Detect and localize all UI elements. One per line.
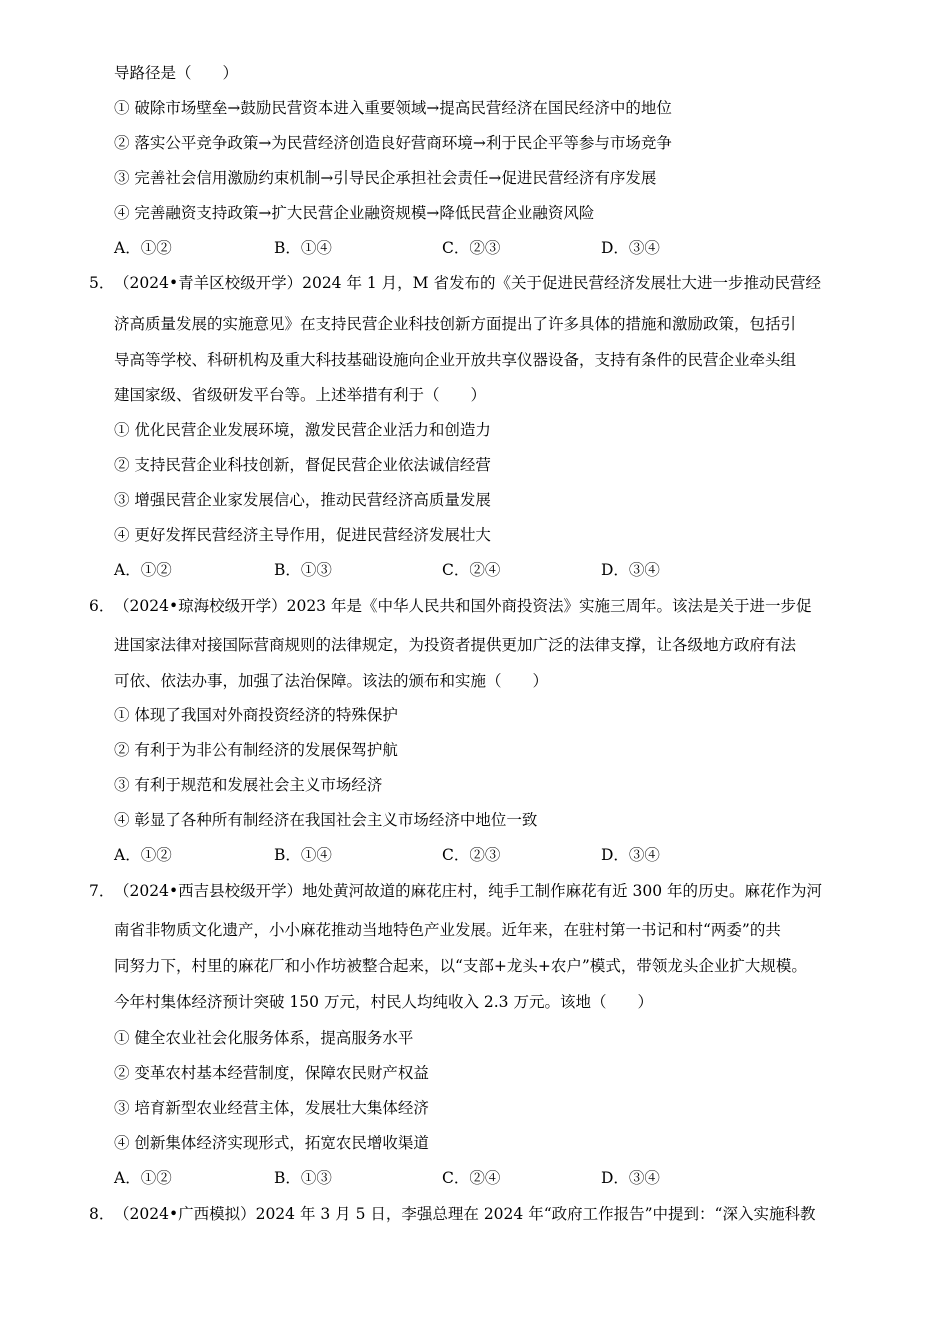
q8-stem-line-1: （2024•广西模拟）2024 年 3 月 5 日，李强总理在 2024 年“政府工作报告”中提到：“深入实施科教 [114, 1205, 816, 1223]
q4-item-2: ② 落实公平竞争政策→为民营经济创造良好营商环境→利于民企平等参与市场竞争 [114, 134, 672, 152]
q7-item-4: ④ 创新集体经济实现形式，拓宽农民增收渠道 [114, 1134, 429, 1152]
q5-option-c: C．②④ [442, 561, 501, 579]
q5-item-2: ② 支持民营企业科技创新，督促民营企业依法诚信经营 [114, 456, 491, 474]
q7-stem-line-2: 南省非物质文化遗产，小小麻花推动当地特色产业发展。近年来，在驻村第一书记和村“两委”的共 [114, 921, 781, 939]
q6-stem-line-2: 进国家法律对接国际营商规则的法律规定，为投资者提供更加广泛的法律支撑，让各级地方政府有法 [114, 636, 797, 654]
q5-option-b: B．①③ [274, 561, 332, 579]
q5-item-4: ④ 更好发挥民营经济主导作用，促进民营经济发展壮大 [114, 526, 491, 544]
q6-number: 6． [89, 597, 115, 615]
q4-option-b: B．①④ [274, 239, 332, 257]
q4-item-1: ① 破除市场壁垒→鼓励民营资本进入重要领域→提高民营经济在国民经济中的地位 [114, 99, 672, 117]
q6-option-b: B．①④ [274, 846, 332, 864]
q6-stem-line-1: （2024•琼海校级开学）2023 年是《中华人民共和国外商投资法》实施三周年。该法是关于进一步促 [114, 597, 812, 615]
q7-stem-line-3: 同努力下，村里的麻花厂和小作坊被整合起来，以“支部+龙头+农户”模式，带领龙头企业扩大规模。 [114, 957, 807, 975]
q4-option-d: D．③④ [601, 239, 660, 257]
q6-option-c: C．②③ [442, 846, 501, 864]
q4-option-a: A．①② [114, 239, 172, 257]
q5-stem-line-3: 导高等学校、科研机构及重大科技基础设施向企业开放共享仪器设备，支持有条件的民营企业牵头组 [114, 351, 797, 369]
q4-option-c: C．②③ [442, 239, 501, 257]
q5-item-3: ③ 增强民营企业家发展信心，推动民营经济高质量发展 [114, 491, 491, 509]
q7-item-2: ② 变革农村基本经营制度，保障农民财产权益 [114, 1064, 429, 1082]
q7-option-c: C．②④ [442, 1169, 501, 1187]
q5-option-a: A．①② [114, 561, 172, 579]
q4-stem-end: 导路径是（ ） [114, 64, 239, 82]
q7-item-3: ③ 培育新型农业经营主体，发展壮大集体经济 [114, 1099, 429, 1117]
q5-item-1: ① 优化民营企业发展环境，激发民营企业活力和创造力 [114, 421, 491, 439]
q5-stem-line-1: （2024•青羊区校级开学）2024 年 1 月，M 省发布的《关于促进民营经济发展壮大进一步推动民营经 [114, 274, 821, 292]
q7-option-a: A．①② [114, 1169, 172, 1187]
q6-option-d: D．③④ [601, 846, 660, 864]
q7-option-b: B．①③ [274, 1169, 332, 1187]
q7-item-1: ① 健全农业社会化服务体系，提高服务水平 [114, 1029, 414, 1047]
q6-item-1: ① 体现了我国对外商投资经济的特殊保护 [114, 706, 398, 724]
q7-stem-line-1: （2024•西吉县校级开学）地处黄河故道的麻花庄村，纯手工制作麻花有近 300 年的历史。麻花作为河 [114, 882, 823, 900]
q7-stem-line-4: 今年村集体经济预计突破 150 万元，村民人均纯收入 2.3 万元。该地（ ） [114, 993, 653, 1011]
q6-stem-line-3: 可依、依法办事，加强了法治保障。该法的颁布和实施（ ） [114, 672, 549, 690]
q5-stem-line-2: 济高质量发展的实施意见》在支持民营企业科技创新方面提出了许多具体的措施和激励政策，包括引 [114, 315, 797, 333]
q5-number: 5． [89, 274, 115, 292]
q6-item-2: ② 有利于为非公有制经济的发展保驾护航 [114, 741, 398, 759]
q5-option-d: D．③④ [601, 561, 660, 579]
q4-item-4: ④ 完善融资支持政策→扩大民营企业融资规模→降低民营企业融资风险 [114, 204, 595, 222]
q6-item-3: ③ 有利于规范和发展社会主义市场经济 [114, 776, 383, 794]
q6-option-a: A．①② [114, 846, 172, 864]
q6-item-4: ④ 彰显了各种所有制经济在我国社会主义市场经济中地位一致 [114, 811, 538, 829]
q7-option-d: D．③④ [601, 1169, 660, 1187]
q8-number: 8． [89, 1205, 115, 1223]
q5-stem-line-4: 建国家级、省级研发平台等。上述举措有利于（ ） [114, 386, 487, 404]
q7-number: 7． [89, 882, 115, 900]
q4-item-3: ③ 完善社会信用激励约束机制→引导民企承担社会责任→促进民营经济有序发展 [114, 169, 657, 187]
